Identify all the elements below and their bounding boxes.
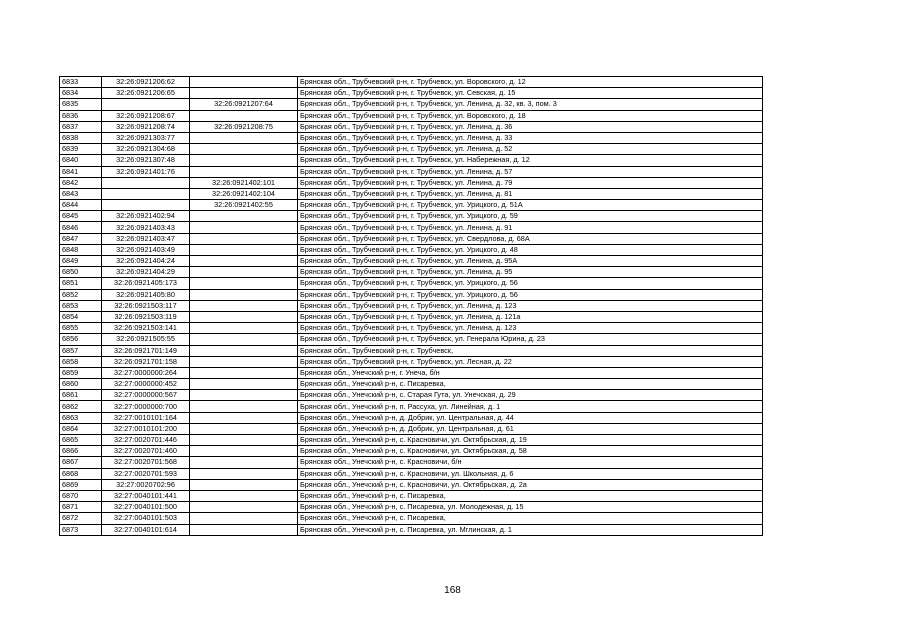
related-cadastral-number-cell xyxy=(190,132,298,143)
cadastral-number-cell: 32:27:0020701:460 xyxy=(102,446,190,457)
related-cadastral-number-cell xyxy=(190,423,298,434)
address-cell: Брянская обл., Трубчевский р-н, г. Трубчевск, ул. Ленина, д. 123 xyxy=(298,300,763,311)
cadastral-number-cell: 32:26:0921304:68 xyxy=(102,144,190,155)
row-number-cell: 6863 xyxy=(60,412,102,423)
row-number-cell: 6866 xyxy=(60,446,102,457)
table-row xyxy=(60,166,763,177)
related-cadastral-number-cell: 32:26:0921402:101 xyxy=(190,177,298,188)
cadastral-number-cell: 32:26:0921208:74 xyxy=(102,121,190,132)
address-cell: Брянская обл., Трубчевский р-н, г. Трубчевск, ул. Набережная, д. 12 xyxy=(298,155,763,166)
cadastral-number-cell: 32:26:0921503:119 xyxy=(102,311,190,322)
table-row xyxy=(60,77,763,88)
address-cell: Брянская обл., Трубчевский р-н, г. Трубчевск, ул. Лесная, д. 22 xyxy=(298,356,763,367)
cadastral-number-cell: 32:26:0921403:49 xyxy=(102,244,190,255)
table-row xyxy=(60,423,763,434)
table-row xyxy=(60,188,763,199)
table-row xyxy=(60,311,763,322)
page-number: 168 xyxy=(444,585,461,596)
cadastral-number-cell: 32:27:0010101:200 xyxy=(102,423,190,434)
table-row xyxy=(60,513,763,524)
cadastral-number-cell: 32:26:0921701:149 xyxy=(102,345,190,356)
row-number-cell: 6850 xyxy=(60,267,102,278)
cadastral-number-cell: 32:26:0921402:94 xyxy=(102,211,190,222)
related-cadastral-number-cell xyxy=(190,435,298,446)
related-cadastral-number-cell xyxy=(190,502,298,513)
related-cadastral-number-cell xyxy=(190,446,298,457)
address-cell: Брянская обл., Трубчевский р-н, г. Трубчевск, ул. Ленина, д. 81 xyxy=(298,188,763,199)
cadastral-number-cell: 32:26:0921405:173 xyxy=(102,278,190,289)
row-number-cell: 6865 xyxy=(60,435,102,446)
row-number-cell: 6872 xyxy=(60,513,102,524)
row-number-cell: 6839 xyxy=(60,144,102,155)
table-row xyxy=(60,289,763,300)
related-cadastral-number-cell xyxy=(190,289,298,300)
cadastral-number-cell: 32:27:0020701:446 xyxy=(102,435,190,446)
row-number-cell: 6842 xyxy=(60,177,102,188)
related-cadastral-number-cell xyxy=(190,323,298,334)
address-cell: Брянская обл., Унечский р-н, п. Рассуха, ул. Линейная, д. 1 xyxy=(298,401,763,412)
table-row xyxy=(60,233,763,244)
table-row xyxy=(60,244,763,255)
address-cell: Брянская обл., Унечский р-н, с. Красновичи, ул. Октябрьская, д. 19 xyxy=(298,435,763,446)
address-cell: Брянская обл., Унечский р-н, с. Красновичи, ул. Октябрьская, д. 2а xyxy=(298,479,763,490)
table-row xyxy=(60,490,763,501)
address-cell: Брянская обл., Трубчевский р-н, г. Трубчевск, ул. Ленина, д. 121а xyxy=(298,311,763,322)
cadastral-number-cell xyxy=(102,200,190,211)
table-row xyxy=(60,457,763,468)
row-number-cell: 6836 xyxy=(60,110,102,121)
address-cell: Брянская обл., Трубчевский р-н, г. Трубчевск, ул. Воровского, д. 18 xyxy=(298,110,763,121)
table-row xyxy=(60,256,763,267)
address-cell: Брянская обл., Трубчевский р-н, г. Трубчевск, ул. Урицкого, д. 59 xyxy=(298,211,763,222)
table-row xyxy=(60,390,763,401)
table-row xyxy=(60,88,763,99)
related-cadastral-number-cell xyxy=(190,300,298,311)
address-cell: Брянская обл., Унечский р-н, с. Писаревка, ул. Мглинская, д. 1 xyxy=(298,524,763,535)
row-number-cell: 6853 xyxy=(60,300,102,311)
address-cell: Брянская обл., Трубчевский р-н, г. Трубчевск, xyxy=(298,345,763,356)
table-row xyxy=(60,200,763,211)
address-cell: Брянская обл., Трубчевский р-н, г. Трубчевск, ул. Урицкого, д. 51А xyxy=(298,200,763,211)
table-row xyxy=(60,524,763,535)
address-cell: Брянская обл., Трубчевский р-н, г. Трубчевск, ул. Генерала Юрина, д. 23 xyxy=(298,334,763,345)
table-row xyxy=(60,278,763,289)
table-row xyxy=(60,412,763,423)
related-cadastral-number-cell xyxy=(190,468,298,479)
cadastral-number-cell: 32:26:0921404:29 xyxy=(102,267,190,278)
table-row xyxy=(60,144,763,155)
related-cadastral-number-cell xyxy=(190,110,298,121)
cadastral-number-cell: 32:26:0921208:67 xyxy=(102,110,190,121)
related-cadastral-number-cell xyxy=(190,311,298,322)
related-cadastral-number-cell xyxy=(190,211,298,222)
related-cadastral-number-cell xyxy=(190,144,298,155)
cadastral-number-cell xyxy=(102,99,190,110)
related-cadastral-number-cell: 32:26:0921402:104 xyxy=(190,188,298,199)
related-cadastral-number-cell xyxy=(190,479,298,490)
address-cell: Брянская обл., Трубчевский р-н, г. Трубчевск, ул. Ленина, д. 32, кв. 3, пом. 3 xyxy=(298,99,763,110)
row-number-cell: 6857 xyxy=(60,345,102,356)
table-row xyxy=(60,222,763,233)
cadastral-number-cell: 32:27:0040101:503 xyxy=(102,513,190,524)
table-row xyxy=(60,110,763,121)
cadastral-number-cell: 32:26:0921303:77 xyxy=(102,132,190,143)
related-cadastral-number-cell xyxy=(190,233,298,244)
address-cell: Брянская обл., Унечский р-н, с. Старая Гута, ул. Унечская, д. 29 xyxy=(298,390,763,401)
table-row xyxy=(60,132,763,143)
row-number-cell: 6870 xyxy=(60,490,102,501)
cadastral-number-cell: 32:27:0020702:96 xyxy=(102,479,190,490)
cadastral-number-cell: 32:26:0921401:76 xyxy=(102,166,190,177)
table-row xyxy=(60,323,763,334)
cadastral-number-cell: 32:26:0921307:48 xyxy=(102,155,190,166)
related-cadastral-number-cell xyxy=(190,457,298,468)
row-number-cell: 6840 xyxy=(60,155,102,166)
row-number-cell: 6849 xyxy=(60,256,102,267)
related-cadastral-number-cell xyxy=(190,412,298,423)
address-cell: Брянская обл., Унечский р-н, с. Писаревка, xyxy=(298,379,763,390)
address-cell: Брянская обл., Трубчевский р-н, г. Трубчевск, ул. Свердлова, д. 68А xyxy=(298,233,763,244)
cadastral-number-cell: 32:26:0921503:141 xyxy=(102,323,190,334)
cadastral-number-cell: 32:26:0921404:24 xyxy=(102,256,190,267)
cadastral-number-cell: 32:26:0921206:65 xyxy=(102,88,190,99)
row-number-cell: 6856 xyxy=(60,334,102,345)
row-number-cell: 6861 xyxy=(60,390,102,401)
related-cadastral-number-cell xyxy=(190,345,298,356)
row-number-cell: 6848 xyxy=(60,244,102,255)
address-cell: Брянская обл., Трубчевский р-н, г. Трубчевск, ул. Урицкого, д. 56 xyxy=(298,289,763,300)
row-number-cell: 6843 xyxy=(60,188,102,199)
related-cadastral-number-cell xyxy=(190,490,298,501)
cadastral-number-cell: 32:27:0040101:500 xyxy=(102,502,190,513)
cadastral-number-cell: 32:26:0921405:80 xyxy=(102,289,190,300)
address-cell: Брянская обл., Трубчевский р-н, г. Трубчевск, ул. Ленина, д. 33 xyxy=(298,132,763,143)
row-number-cell: 6846 xyxy=(60,222,102,233)
table-row xyxy=(60,300,763,311)
address-cell: Брянская обл., Трубчевский р-н, г. Трубчевск, ул. Урицкого, д. 56 xyxy=(298,278,763,289)
address-cell: Брянская обл., Унечский р-н, г. Унеча, б/н xyxy=(298,367,763,378)
row-number-cell: 6837 xyxy=(60,121,102,132)
address-cell: Брянская обл., Трубчевский р-н, г. Трубчевск, ул. Ленина, д. 95А xyxy=(298,256,763,267)
table-row xyxy=(60,211,763,222)
address-cell: Брянская обл., Трубчевский р-н, г. Трубчевск, ул. Ленина, д. 79 xyxy=(298,177,763,188)
related-cadastral-number-cell xyxy=(190,401,298,412)
table-row xyxy=(60,121,763,132)
address-cell: Брянская обл., Трубчевский р-н, г. Трубчевск, ул. Воровского, д. 12 xyxy=(298,77,763,88)
row-number-cell: 6838 xyxy=(60,132,102,143)
cadastral-number-cell: 32:26:0921503:117 xyxy=(102,300,190,311)
related-cadastral-number-cell xyxy=(190,155,298,166)
cadastral-number-cell: 32:26:0921701:158 xyxy=(102,356,190,367)
related-cadastral-number-cell xyxy=(190,278,298,289)
table-row xyxy=(60,401,763,412)
address-cell: Брянская обл., Унечский р-н, д. Добрик, ул. Центральная, д. 44 xyxy=(298,412,763,423)
cadastral-number-cell: 32:27:0040101:441 xyxy=(102,490,190,501)
related-cadastral-number-cell: 32:26:0921207:64 xyxy=(190,99,298,110)
related-cadastral-number-cell xyxy=(190,334,298,345)
related-cadastral-number-cell xyxy=(190,390,298,401)
table-row xyxy=(60,267,763,278)
table-row xyxy=(60,479,763,490)
related-cadastral-number-cell xyxy=(190,256,298,267)
row-number-cell: 6859 xyxy=(60,367,102,378)
row-number-cell: 6833 xyxy=(60,77,102,88)
related-cadastral-number-cell xyxy=(190,166,298,177)
registry-table xyxy=(59,76,763,536)
table-row xyxy=(60,502,763,513)
cadastral-number-cell: 32:26:0921403:43 xyxy=(102,222,190,233)
address-cell: Брянская обл., Унечский р-н, с. Писаревка, ул. Молодежная, д. 15 xyxy=(298,502,763,513)
row-number-cell: 6835 xyxy=(60,99,102,110)
registry-table-body xyxy=(60,77,763,536)
table-row xyxy=(60,177,763,188)
table-row xyxy=(60,435,763,446)
cadastral-number-cell: 32:27:0000000:264 xyxy=(102,367,190,378)
related-cadastral-number-cell xyxy=(190,356,298,367)
related-cadastral-number-cell xyxy=(190,267,298,278)
address-cell: Брянская обл., Унечский р-н, с. Красновичи, ул. Школьная, д. 6 xyxy=(298,468,763,479)
cadastral-number-cell: 32:27:0000000:452 xyxy=(102,379,190,390)
address-cell: Брянская обл., Унечский р-н, д. Добрик, ул. Центральная, д. 61 xyxy=(298,423,763,434)
table-row xyxy=(60,334,763,345)
row-number-cell: 6873 xyxy=(60,524,102,535)
address-cell: Брянская обл., Унечский р-н, с. Писаревка, xyxy=(298,490,763,501)
row-number-cell: 6869 xyxy=(60,479,102,490)
row-number-cell: 6862 xyxy=(60,401,102,412)
table-row xyxy=(60,99,763,110)
table-row xyxy=(60,356,763,367)
cadastral-number-cell: 32:27:0000000:700 xyxy=(102,401,190,412)
row-number-cell: 6868 xyxy=(60,468,102,479)
address-cell: Брянская обл., Трубчевский р-н, г. Трубчевск, ул. Ленина, д. 57 xyxy=(298,166,763,177)
address-cell: Брянская обл., Унечский р-н, с. Писаревка, xyxy=(298,513,763,524)
row-number-cell: 6847 xyxy=(60,233,102,244)
table-row xyxy=(60,155,763,166)
related-cadastral-number-cell xyxy=(190,379,298,390)
related-cadastral-number-cell xyxy=(190,88,298,99)
cadastral-number-cell: 32:27:0010101:164 xyxy=(102,412,190,423)
row-number-cell: 6841 xyxy=(60,166,102,177)
address-cell: Брянская обл., Унечский р-н, с. Красновичи, б/н xyxy=(298,457,763,468)
table-row xyxy=(60,446,763,457)
cadastral-number-cell: 32:27:0040101:614 xyxy=(102,524,190,535)
related-cadastral-number-cell xyxy=(190,77,298,88)
row-number-cell: 6871 xyxy=(60,502,102,513)
row-number-cell: 6845 xyxy=(60,211,102,222)
row-number-cell: 6860 xyxy=(60,379,102,390)
row-number-cell: 6864 xyxy=(60,423,102,434)
table-row xyxy=(60,379,763,390)
cadastral-number-cell: 32:26:0921403:47 xyxy=(102,233,190,244)
row-number-cell: 6867 xyxy=(60,457,102,468)
table-row xyxy=(60,468,763,479)
table-row xyxy=(60,367,763,378)
cadastral-number-cell xyxy=(102,177,190,188)
address-cell: Брянская обл., Трубчевский р-н, г. Трубчевск, ул. Урицкого, д. 48 xyxy=(298,244,763,255)
cadastral-number-cell: 32:27:0020701:568 xyxy=(102,457,190,468)
row-number-cell: 6858 xyxy=(60,356,102,367)
address-cell: Брянская обл., Трубчевский р-н, г. Трубчевск, ул. Ленина, д. 95 xyxy=(298,267,763,278)
address-cell: Брянская обл., Трубчевский р-н, г. Трубчевск, ул. Ленина, д. 91 xyxy=(298,222,763,233)
address-cell: Брянская обл., Трубчевский р-н, г. Трубчевск, ул. Ленина, д. 36 xyxy=(298,121,763,132)
row-number-cell: 6834 xyxy=(60,88,102,99)
related-cadastral-number-cell xyxy=(190,513,298,524)
related-cadastral-number-cell: 32:26:0921402:55 xyxy=(190,200,298,211)
address-cell: Брянская обл., Трубчевский р-н, г. Трубчевск, ул. Севская, д. 15 xyxy=(298,88,763,99)
related-cadastral-number-cell xyxy=(190,222,298,233)
row-number-cell: 6851 xyxy=(60,278,102,289)
related-cadastral-number-cell xyxy=(190,524,298,535)
address-cell: Брянская обл., Трубчевский р-н, г. Трубчевск, ул. Ленина, д. 123 xyxy=(298,323,763,334)
row-number-cell: 6844 xyxy=(60,200,102,211)
row-number-cell: 6854 xyxy=(60,311,102,322)
row-number-cell: 6852 xyxy=(60,289,102,300)
address-cell: Брянская обл., Унечский р-н, с. Красновичи, ул. Октябрьская, д. 58 xyxy=(298,446,763,457)
related-cadastral-number-cell xyxy=(190,244,298,255)
row-number-cell: 6855 xyxy=(60,323,102,334)
related-cadastral-number-cell: 32:26:0921208:75 xyxy=(190,121,298,132)
cadastral-number-cell: 32:27:0020701:593 xyxy=(102,468,190,479)
cadastral-number-cell: 32:27:0000000:567 xyxy=(102,390,190,401)
cadastral-number-cell: 32:26:0921206:62 xyxy=(102,77,190,88)
cadastral-number-cell: 32:26:0921505:55 xyxy=(102,334,190,345)
related-cadastral-number-cell xyxy=(190,367,298,378)
address-cell: Брянская обл., Трубчевский р-н, г. Трубчевск, ул. Ленина, д. 52 xyxy=(298,144,763,155)
table-row xyxy=(60,345,763,356)
cadastral-number-cell xyxy=(102,188,190,199)
